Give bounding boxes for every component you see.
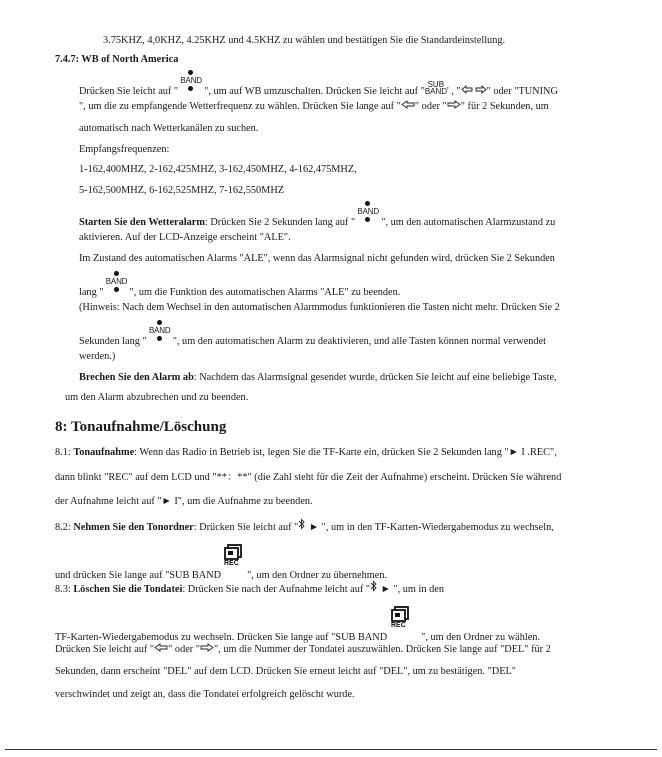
page-bottom-rule bbox=[5, 749, 657, 750]
text-line: lang " BAND ", um die Funktion des automatischen Alarms "ALE" zu beenden. bbox=[79, 281, 400, 300]
text-line: Starten Sie den Wetteralarm: Drücken Sie 2 Sekunden lang auf " BAND ", um den automatischen Alarmzustand zu bbox=[79, 211, 555, 230]
text-line: Sekunden, dann erscheint "DEL" auf dem LCD. Drücken Sie erneut leicht auf "DEL", um zu bestätigen. "DEL" bbox=[55, 666, 516, 677]
band-button-icon: BAND bbox=[356, 211, 380, 225]
rec-folder-icon bbox=[389, 620, 419, 640]
band-button-icon: BAND bbox=[105, 281, 129, 295]
text-line: 1-162,400MHZ, 2-162,425MHZ, 3-162,450MHZ, 4-162,475MHZ, bbox=[79, 164, 357, 175]
section-heading-wb: 7.4.7: WB of North America bbox=[55, 54, 179, 65]
band-button-icon: BAND bbox=[148, 330, 172, 344]
band-button-icon: BAND bbox=[179, 80, 203, 94]
svg-text:REC: REC bbox=[391, 622, 406, 628]
text-line: Drücken Sie leicht auf " BAND ", um auf WB umzuschalten. Drücken Sie leicht auf " SUB BAND ' , " " oder "TUNING bbox=[79, 80, 558, 99]
text-line: 5-162,500MHZ, 6-162,525MHZ, 7-162,550MHZ bbox=[79, 185, 285, 196]
section-heading-recording: 8: Tonaufnahme/Löschung bbox=[55, 419, 227, 435]
bluetooth-icon bbox=[370, 580, 378, 592]
text-line: 3.75KHZ, 4,0KHZ, 4.25KHZ und 4.5KHZ zu wählen und bestätigen Sie die Standardeinstellung. bbox=[103, 35, 506, 46]
text-line: dann blinkt "REC" auf dem LCD und "**：**" (die Zahl steht für die Zeit der Aufnahme) erscheint. Drücken Sie während bbox=[55, 472, 562, 483]
text-line: der Aufnahme leicht auf "► I", um die Aufnahme zu beenden. bbox=[55, 496, 313, 507]
text-line: Brechen Sie den Alarm ab: Nachdem das Alarmsignal gesendet wurde, drücken Sie leicht auf eine beliebige Taste, bbox=[79, 372, 557, 383]
text-line: (Hinweis: Nach dem Wechsel in den automatischen Alarmmodus funktionieren die Tasten nicht mehr. Drücken Sie 2 bbox=[79, 302, 560, 313]
text-line: verschwindet und zeigt an, dass die Tondatei erfolgreich gelöscht wurde. bbox=[55, 689, 355, 700]
text-line: ", um die zu empfangende Wetterfrequenz zu wählen. Drücken Sie lange auf " " oder " " für 2 Sekunden, um bbox=[79, 101, 549, 112]
svg-text:REC: REC bbox=[224, 560, 239, 566]
rec-folder-icon bbox=[223, 558, 245, 578]
text-line: automatisch nach Wetterkanälen zu suchen. bbox=[79, 123, 259, 134]
sub-band-button-icon: SUB BAND bbox=[424, 80, 448, 96]
text-line: TF-Karten-Wiedergabemodus zu wechseln. Drücken Sie lange auf "SUB BAND REC ", um den Ordner zu wählen. bbox=[55, 620, 540, 645]
left-arrow-icon bbox=[154, 643, 168, 652]
text-line: 8.2: Nehmen Sie den Tonordner: Drücken Sie leicht auf " ► ", um in den TF-Karten-Wiedergabemodus zu wechseln, bbox=[55, 518, 554, 535]
text-line: Im Zustand des automatischen Alarms "ALE", wenn das Alarmsignal nicht gefunden wird, drücken Sie 2 Sekunden bbox=[79, 253, 555, 264]
text-line: Sekunden lang " BAND ", um den automatischen Alarm zu deaktivieren, und alle Tasten können normal verwendet bbox=[79, 330, 546, 349]
text-line: Empfangsfrequenzen: bbox=[79, 144, 170, 155]
right-arrow-icon bbox=[200, 643, 214, 652]
text-line: und drücken Sie lange auf "SUB BAND REC ", um den Ordner zu übernehmen. bbox=[55, 558, 387, 583]
text-line: 8.1: Tonaufnahme: Wenn das Radio in Betrieb ist, legen Sie die TF-Karte ein, drücken Sie 2 Sekunden lang "► I .REC", bbox=[55, 447, 557, 458]
text-line: 8.3: Löschen Sie die Tondatei: Drücken Sie nach der Aufnahme leicht auf " ► ", um in den bbox=[55, 580, 444, 597]
left-right-arrow-icon bbox=[461, 85, 487, 94]
text-line: Drücken Sie leicht auf " " oder " ", um die Nummer der Tondatei auszuwählen. Drücken Sie lange auf "DEL" für 2 bbox=[55, 644, 551, 655]
text-line: aktivieren. Auf der LCD-Anzeige erscheint "ALE". bbox=[79, 232, 291, 243]
text-line: um den Alarm abzubrechen und zu beenden. bbox=[65, 392, 249, 403]
text-line: werden.) bbox=[79, 351, 116, 362]
right-arrow-icon bbox=[447, 100, 461, 109]
left-arrow-icon bbox=[401, 100, 415, 109]
